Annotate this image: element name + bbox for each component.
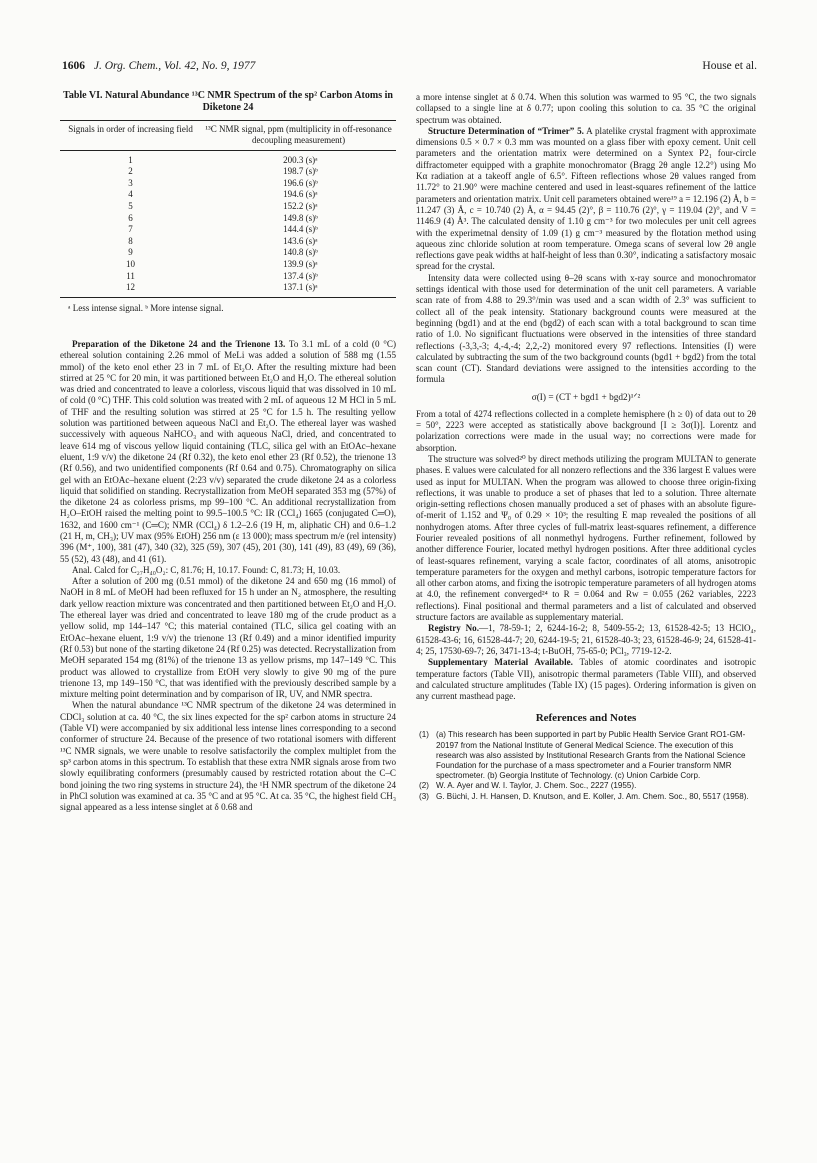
reference-item — [416, 730, 756, 781]
table-row — [60, 151, 396, 167]
signal-ppm: 137.1 (s)ᵃ — [283, 281, 318, 292]
table-body — [60, 151, 396, 298]
table-row — [60, 201, 396, 213]
signal-number: 8 — [128, 235, 133, 246]
page-number: 1606 — [62, 60, 85, 72]
right-column — [416, 92, 756, 802]
signal-ppm: 152.2 (s)ᵃ — [283, 201, 318, 212]
nmr-table — [60, 120, 396, 298]
table-row — [60, 259, 396, 271]
references-title: References and Notes — [535, 712, 637, 725]
registry-paragraph — [416, 623, 756, 657]
reference-item — [416, 781, 756, 791]
registry-heading: Registry No. — [428, 623, 479, 634]
structure-paragraph — [416, 126, 756, 273]
signal-ppm: 149.8 (s)ᵇ — [283, 212, 318, 223]
table-row — [60, 224, 396, 236]
signal-ppm: 200.3 (s)ᵃ — [283, 155, 318, 165]
journal-citation: J. Org. Chem., Vol. 42, No. 9, 1977 — [93, 60, 256, 72]
table-header-ppm: ¹³C NMR signal, ppm (multiplicity in off-resonance decoupling measurement) — [201, 121, 396, 151]
table-row — [60, 178, 396, 190]
reflections-paragraph: From a total of 4274 reflections collected in a complete hemisphere (h ≥ 0) of data out to 2θ = 50°, 2223 were accepted as statistically above background [I ≥ 3σ(I)]. Lorentz and polarization corrections were made in the usual way; no corrections were made for absorption. — [416, 408, 756, 453]
continuation-paragraph: a more intense singlet at δ 0.74. When this solution was warmed to 95 °C, the two signals collapsed to a single line at δ 0.77; upon cooling this solution to ca. 35 °C the original spectrum was obtained. — [416, 92, 756, 125]
reference-text: G. Büchi, J. H. Hansen, D. Knutson, and E. Koller, J. Am. Chem. Soc., 80, 5517 (1958). — [436, 791, 749, 801]
reference-number: (1) — [419, 730, 429, 740]
sigma-formula: σ(I) = (CT + bgd1 + bgd2)¹ᐟ² — [531, 392, 641, 403]
table-row — [60, 236, 396, 248]
prep-heading: Preparation of the Diketone 24 and the Trienone 13. — [72, 338, 286, 349]
table-footnote: ᵃ Less intense signal. ᵇ More intense signal. — [68, 302, 224, 313]
reference-number: (2) — [419, 781, 429, 791]
analysis-paragraph: Anal. Calcd for C₂₇H₄₀O₂: C, 81.76; H, 10.17. Found: C, 81.73; H, 10.03. — [72, 564, 341, 575]
nmr-conformer-paragraph: When the natural abundance ¹³C NMR spectrum of the diketone 24 was determined in CDCl₃ solution at ca. 40 °C, the six lines expected for the sp² carbon atoms in structure 24 (Table VI) were accompanied by six additional less intense lines corresponding to a second conformer of structure 24. Because of the presence of two rotational isomers with different ¹³C NMR signals, we were unable to resolve satisfactorily the complex multiplet from the sp³ carbon atoms in this spectrum. To establish that these extra NMR signals arose from two slowly equilibrating conformers (presumably caused by restricted rotation about the C–C bond joining the two ring systems in structure 24), the ¹H NMR spectrum of the diketone 24 in PhCl solution was examined at ca. 35 °C and at 95 °C. At ca. 35 °C, the highest field CH₃ signal appeared as a less intense singlet at δ 0.68 and — [60, 700, 396, 813]
intensity-paragraph: Intensity data were collected using θ–2θ scans with x-ray source and monochromator settings identical with those used for determination of the unit cell parameters. A variable scan rate of from 4.88 to 29.3°/min was used and a scan width of 2.3° was sufficient to collect all of the peak intensity. Stationary background counts were measured at the beginning (bgd1) and at the end (bgd2) of each scan with a total background to scan time ratio of 1.0. No significant fluctuations were observed in the intensities of three standard reflections (-3,3,-3; 4,-4,-4; 2,2,-2) monitored every 97 reflections. Intensities (I) were calculated by subtracting the sum of the two background counts (bgd1 + bgd2) from the total scan count (CT). Standard deviations were assigned to the intensities according to the formula — [416, 272, 756, 385]
signal-number: 3 — [128, 177, 133, 188]
running-header-authors: House et al. — [702, 60, 757, 72]
signal-ppm: 139.9 (s)ᵃ — [283, 259, 318, 270]
signal-ppm: 137.4 (s)ᵇ — [283, 270, 318, 281]
signal-number: 11 — [126, 270, 135, 281]
signal-ppm: 194.6 (s)ᵃ — [283, 189, 318, 200]
structure-text: A platelike crystal fragment with approximate dimensions 0.5 × 0.7 × 0.3 mm was mounted on a glass fiber with epoxy cement. Unit cell parameters and the orientation matrix were determined on a Syntex P2₁ four-circle diffractometer equipped with a graphite monochromator (Bragg 2θ angle 12.2°) using Mo Kα radiation at a takeoff angle of 6.5°. Fifteen reflections whose 2θ values ranged from 11.72° to 21.90° were machine centered and used in least-squares refinement of the lattice parameters and orientation matrix. Unit cell parameters obtained were¹⁹ a = 12.196 (2) Å, b = 11.247 (3) Å, c = 10.740 (2) Å, α = 94.45 (2)°, β = 110.76 (2)°, γ = 119.04 (2)°, and V = 1146.9 (4) Å³. The calculated density of 1.10 g cm⁻³ for two molecules per unit cell agrees with the experimetnal density of 1.09 (1) g cm⁻³ measured by the flotation method using aqueous zinc chloride solution at room temperature. Omega scans of several low 2θ angle reflections gave peak widths at half-height of less than 0.30°, indicating a satisfactory mosaic spread for the crystal. — [416, 125, 757, 272]
table-row — [60, 247, 396, 259]
supplementary-heading: Supplementary Material Available. — [428, 657, 573, 668]
table-row — [60, 166, 396, 178]
references-list — [416, 730, 756, 801]
prep-text: To 3.1 mL of a cold (0 °C) ethereal solution containing 2.26 mmol of MeLi was added a solution of 588 mg (1.55 mmol) of the keto enol ether 23 in 7 mL of Et₂O. After the resulting mixture had been stirred at 25 °C for 20 min, it was partitioned between Et₂O and H₂O. The ethereal solution was dried and concentrated to leave a colorless, viscous liquid that was dissolved in 10 mL of cold (0 °C) THF. This cold solution was treated with 2 mL of aqueous 12 M HCl in 5 mL of THF and the resulting solution was stirred at 25 °C for 1.5 h. The resulting yellow solution was partitioned between aqueous NaCl and Et₂O. The ethereal layer was washed successively with aqueous NaHCO₃ and with aqueous NaCl, dried, and concentrated to leave 614 mg of viscous yellow liquid containing (TLC, silica gel with an EtOAc–hexane eluent, 1:9 v/v) the diketone 24 (Rf 0.32), the keto enol ether 23 (Rf 0.52), the trienone 13 (Rf 0.56), and two unidentified components (Rf 0.64 and 0.75). Chromatography on silica gel with an EtOAc–hexane eluent (2:23 v/v) separated the crude diketone 24 as a colorless liquid that solidified on standing. Recrystallization from MeOH separated 353 mg (57%) of the diketone 24 as colorless prisms, mp 99–100 °C. An additional recrystallization from H₂O–EtOH raised the melting point to 99.5–100.5 °C: IR (CCl₄) 1665 (conjugated C═O), 1632, and 1600 cm⁻¹ (C═C); NMR (CCl₄) δ 1.2–2.6 (19 H, m, aliphatic CH) and 0.6–1.2 (21 H, m, CH₃); UV max (95% EtOH) 256 nm (ε 13 000); mass spectrum m/e (rel intensity) 396 (M⁺, 100), 381 (47), 340 (32), 325 (59), 307 (45), 201 (30), 141 (49), 83 (49), 69 (36), 55 (52), 43 (48), and 41 (61). — [60, 338, 396, 564]
supplementary-text: Tables of atomic coordinates and isotropic temperature factors (Table VII), anisotropic thermal parameters (Table VIII), and observed and calculated structure amplitudes (Table IX) (15 pages). Ordering information is given on any current masthead page. — [416, 657, 756, 702]
signal-ppm: 144.4 (s)ᵇ — [283, 224, 318, 235]
reference-text: W. A. Ayer and W. I. Taylor, J. Chem. Soc., 2227 (1955). — [436, 781, 637, 791]
table-title: Table VI. Natural Abundance ¹³C NMR Spectrum of the sp² Carbon Atoms in Diketone 24 — [63, 90, 393, 113]
prep-paragraph — [60, 339, 396, 565]
left-column — [60, 90, 396, 813]
signal-ppm: 143.6 (s)ᵃ — [283, 235, 318, 246]
signal-number: 5 — [128, 201, 133, 212]
reference-item — [416, 792, 756, 802]
signal-number: 4 — [128, 189, 133, 200]
signal-number: 10 — [126, 259, 136, 270]
trienone-paragraph: After a solution of 200 mg (0.51 mmol) of the diketone 24 and 650 mg (16 mmol) of NaOH in 8 mL of MeOH had been refluxed for 15 h under an N₂ atmosphere, the resulting dark yellow reaction mixture was concentrated and then partitioned between Et₂O and H₂O. The ethereal layer was dried and concentrated to leave 180 mg of the crude product as a yellow solid, mp 144–147 °C; this material contained (TLC, silica gel coating with an EtOAc–hexane eluent, 1:9 v/v) the trienone 13 (Rf 0.49) and a minor identified impurity (Rf 0.53) but none of the starting diketone 24 (Rf 0.25) was detected. Recrystallization from MeOH separated 154 mg (81%) of the trienone 13 as yellow prisms, mp 147–149 °C. This product was allowed to crystallize from EtOH very slowly to give 90 mg of the pure trienone 13, mp 149–150 °C, that was identified with the previously described sample by a mixture melting point determination and by comparison of IR, UV, and NMR spectra. — [60, 576, 396, 700]
table-header-signals: Signals in order of increasing field — [60, 121, 201, 151]
table-row — [60, 270, 396, 282]
signal-ppm: 198.7 (s)ᵇ — [283, 166, 318, 177]
reference-text: (a) This research has been supported in part by Public Health Service Grant RO1-GM-20197 from the National Institute of General Medical Science. The execution of this research was also assisted by Institutional Research Grants from the National Science Foundation for the purchase of a mass spectrometer and a Fourier transform NMR spectrometer. (b) Georgia Institute of Technology. (c) Union Carbide Corp. — [436, 730, 746, 781]
table-row — [60, 282, 396, 298]
solution-paragraph: The structure was solved²⁰ by direct methods utilizing the program MULTAN to generate phases. E values were calculated for all nonzero reflections and the 336 largest E values were used as input for MULTAN. When the program was allowed to choose three origin-fixing reflections, it was unable to produce a set of phases that led to a solution. Three alternate origin-setting reflections chosen manually produced a set of phases with an absolute figure-of-merit of 1.152 and Ψ₀ of 0.29 × 10³; the resulting E map revealed the positions of all nonhydrogen atoms. After three cycles of full-matrix least-squares refinement, a difference Fourier revealed positions of all nonmethyl hydrogens. Further refinement, followed by another difference Fourier, located methyl hydrogen positions. After three additional cycles of least-squares refinement, varying a scale factor, coordinates of all atoms, anisotropic temperature parameters for the oxygen and methyl carbons, isotropic temperature factors for all other carbon atoms, and fixing the isotropic temperature parameters of all hydrogen atoms at 4.0, the refinement converged²⁴ to R = 0.064 and Rw = 0.055 (262 variables, 2223 reflections). Final positional and thermal parameters and a list of calculated and observed structure factors are available as supplementary material. — [416, 453, 756, 623]
signal-number: 7 — [128, 224, 133, 235]
signal-number: 1 — [128, 155, 133, 165]
signal-number: 6 — [128, 212, 133, 223]
signal-ppm: 140.8 (s)ᵇ — [283, 247, 318, 258]
running-header-left — [62, 60, 255, 72]
registry-text: —1, 78-59-1; 2, 6244-16-2; 8, 5409-55-2; 13, 61528-42-5; 13 HClO₄, 61528-43-6; 16, 61528-44-7; 20, 6244-19-5; 21, 61528-40-3; 23, 61528-46-9; 24, 61528-41-4; 25, 17530-69-7; 26, 3471-13-4; t-BuOH, 75-65-0; PCl₃, 7719-12-2. — [416, 623, 756, 656]
signal-number: 12 — [126, 281, 136, 292]
table-row — [60, 189, 396, 201]
signal-number: 9 — [128, 247, 133, 258]
supplementary-paragraph — [416, 657, 756, 702]
reference-number: (3) — [419, 791, 429, 801]
table-row — [60, 212, 396, 224]
signal-number: 2 — [128, 166, 133, 177]
structure-heading: Structure Determination of “Trimer” 5. — [428, 125, 584, 136]
signal-ppm: 196.6 (s)ᵇ — [283, 177, 318, 188]
